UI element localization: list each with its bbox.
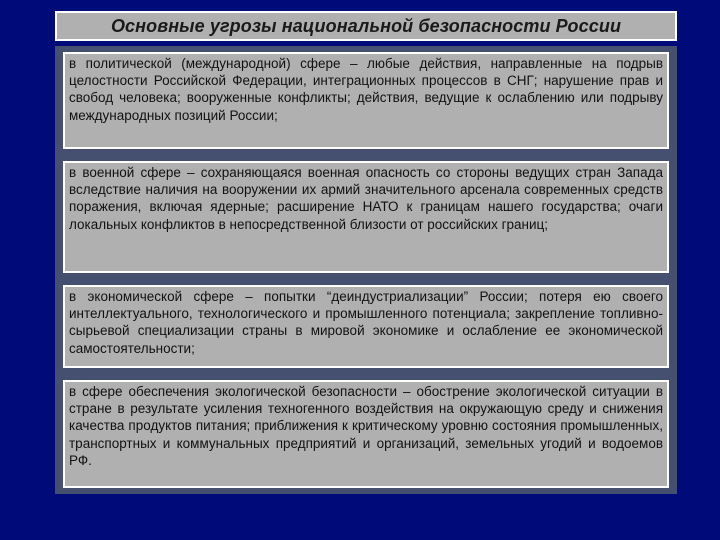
threat-box-economic [63, 285, 669, 368]
threat-panel-ecological [55, 374, 677, 494]
threat-box-political [63, 52, 669, 149]
threat-text-political: в политической (международной) сфере – любые действия, направленные на подрыв целостности Российской Федерации, интеграционных процессов в СНГ; нарушение прав и свобод человека; вооруженные конфликты; действия, ведущие к ослаблению или подрыву международных позиций России; [69, 56, 663, 123]
title-bar [55, 11, 677, 41]
page-title: Основные угрозы национальной безопасности России [110, 15, 622, 36]
threat-box-military [63, 161, 669, 273]
threat-panel-economic [55, 279, 677, 374]
threat-text-economic: в экономической сфере – попытки “деиндустриализации” России; потеря ею своего интеллектуального, технологического и промышленного потенциала; закрепление топливно-сырьевой специализации страны в мировой экономике и ослабление ее экономической самостоятельности; [69, 289, 663, 356]
threat-text-ecological: в сфере обеспечения экологической безопасности – обострение экологической ситуации в стране в результате усиления техногенного воздействия на окружающую среду и снижения качества продуктов питания; приближения к критическому уровню состояния промышленных, транспортных и коммунальных предприятий и организаций, земельных угодий и водоемов РФ. [69, 384, 663, 468]
threat-text-military: в военной сфере – сохраняющаяся военная опасность со стороны ведущих стран Запада вследствие наличия на вооружении их армий значительного арсенала современных средств поражения, включая ядерные; расширение НАТО к границам нашего государства; очаги локальных конфликтов в непосредственной близости от российских границ; [69, 165, 663, 232]
threat-box-ecological [63, 380, 669, 488]
threat-panel-political [55, 46, 677, 155]
threat-panel-military [55, 155, 677, 279]
